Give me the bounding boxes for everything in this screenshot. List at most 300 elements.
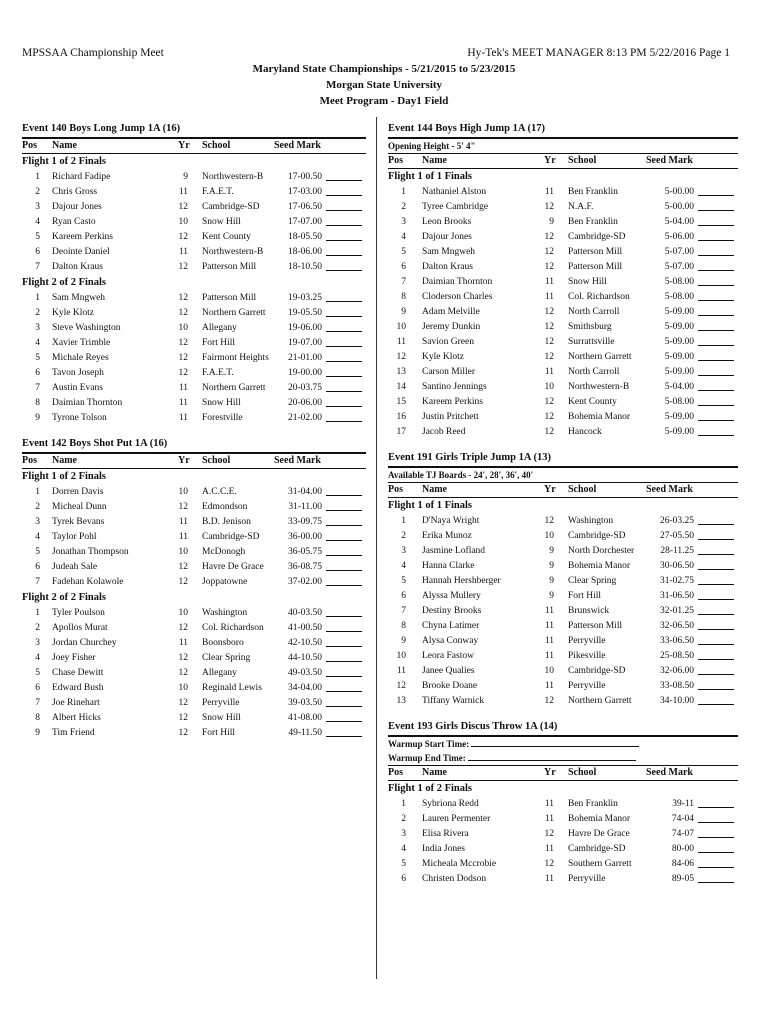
row-seed-mark: 84-06 bbox=[671, 859, 694, 869]
result-entry-blank[interactable] bbox=[326, 411, 362, 422]
table-row bbox=[22, 306, 366, 321]
row-seed-mark: 5-07.00 bbox=[664, 262, 694, 272]
row-name: Joe Rinehart bbox=[52, 698, 100, 708]
result-entry-blank[interactable] bbox=[698, 842, 734, 853]
row-pos: 5 bbox=[401, 859, 406, 869]
row-yr: 12 bbox=[178, 368, 188, 378]
row-school: Washington bbox=[568, 516, 614, 526]
result-entry-blank[interactable] bbox=[326, 170, 362, 181]
header-pos: Pos bbox=[388, 484, 403, 495]
row-pos: 3 bbox=[35, 517, 40, 527]
right-column bbox=[388, 121, 738, 887]
row-school: Fort Hill bbox=[568, 591, 601, 601]
table-row bbox=[22, 726, 366, 741]
row-name: Tyree Cambridge bbox=[422, 202, 489, 212]
result-entry-blank[interactable] bbox=[326, 575, 362, 586]
row-school: Patterson Mill bbox=[202, 293, 257, 303]
row-seed-mark: 21-01.00 bbox=[287, 353, 322, 363]
row-yr: 12 bbox=[544, 307, 554, 317]
result-entry-blank[interactable] bbox=[326, 381, 362, 392]
result-entry-blank[interactable] bbox=[698, 812, 734, 823]
row-yr: 12 bbox=[544, 232, 554, 242]
table-row bbox=[388, 559, 738, 574]
row-yr: 12 bbox=[544, 262, 554, 272]
table-row bbox=[22, 381, 366, 396]
result-entry-blank[interactable] bbox=[698, 514, 734, 525]
row-school: Northwestern-B bbox=[202, 172, 264, 182]
row-name: Leon Brooks bbox=[422, 217, 472, 227]
table-row bbox=[388, 425, 738, 440]
row-school: N.A.F. bbox=[568, 202, 594, 212]
row-yr: 12 bbox=[178, 232, 188, 242]
table-row bbox=[22, 575, 366, 590]
result-entry-blank[interactable] bbox=[326, 500, 362, 511]
table-row bbox=[388, 335, 738, 350]
row-yr: 12 bbox=[178, 698, 188, 708]
row-pos: 5 bbox=[35, 547, 40, 557]
row-name: Kareem Perkins bbox=[422, 397, 483, 407]
result-entry-blank[interactable] bbox=[326, 560, 362, 571]
header-seed-mark: Seed Mark bbox=[274, 140, 321, 151]
result-entry-blank[interactable] bbox=[698, 365, 734, 376]
program-title: Meet Program - Day1 Field bbox=[319, 95, 449, 107]
result-entry-blank[interactable] bbox=[698, 857, 734, 868]
table-row bbox=[22, 215, 366, 230]
header-seed-mark: Seed Mark bbox=[646, 484, 693, 495]
result-entry-blank[interactable] bbox=[326, 711, 362, 722]
table-row bbox=[388, 574, 738, 589]
row-name: Xavier Trimble bbox=[52, 338, 111, 348]
event-note bbox=[388, 751, 738, 765]
table-row bbox=[22, 260, 366, 275]
row-school: Col. Richardson bbox=[202, 623, 264, 633]
row-school: Havre De Grace bbox=[568, 829, 630, 839]
row-yr: 9 bbox=[549, 591, 554, 601]
result-entry-blank[interactable] bbox=[326, 621, 362, 632]
result-entry-blank[interactable] bbox=[698, 634, 734, 645]
row-name: Daimian Thornton bbox=[422, 277, 493, 287]
result-entry-blank[interactable] bbox=[698, 604, 734, 615]
row-yr: 12 bbox=[178, 728, 188, 738]
row-name: Kyle Klotz bbox=[52, 308, 94, 318]
result-entry-blank[interactable] bbox=[698, 245, 734, 256]
row-yr: 11 bbox=[544, 292, 554, 302]
header-school: School bbox=[202, 140, 231, 151]
row-yr: 12 bbox=[178, 668, 188, 678]
row-seed-mark: 17-07.00 bbox=[287, 217, 322, 227]
row-yr: 12 bbox=[544, 247, 554, 257]
row-school: Snow Hill bbox=[568, 277, 607, 287]
row-seed-mark: 36-05.75 bbox=[287, 547, 322, 557]
row-pos: 8 bbox=[35, 398, 40, 408]
result-entry-blank[interactable] bbox=[698, 380, 734, 391]
table-row bbox=[22, 170, 366, 185]
row-name: Cloderson Charles bbox=[422, 292, 493, 302]
row-name: Dalton Kraus bbox=[52, 262, 103, 272]
table-row bbox=[388, 245, 738, 260]
row-yr: 12 bbox=[544, 337, 554, 347]
row-seed-mark: 74-04 bbox=[671, 814, 694, 824]
row-name: Daimian Thornton bbox=[52, 398, 123, 408]
row-pos: 1 bbox=[35, 172, 40, 182]
event-title: Event 193 Girls Discus Throw 1A (14) bbox=[388, 721, 558, 732]
row-name: Dalton Kraus bbox=[422, 262, 473, 272]
event-note-text: Available TJ Boards - 24', 28', 36', 40' bbox=[388, 470, 534, 480]
row-seed-mark: 39-11 bbox=[672, 799, 694, 809]
row-school: Fort Hill bbox=[202, 728, 235, 738]
result-entry-blank[interactable] bbox=[326, 291, 362, 302]
venue-title: Morgan State University bbox=[325, 79, 443, 91]
row-school: Patterson Mill bbox=[568, 621, 623, 631]
row-yr: 11 bbox=[178, 638, 188, 648]
row-seed-mark: 21-02.00 bbox=[287, 413, 322, 423]
row-seed-mark: 18-06.00 bbox=[287, 247, 322, 257]
result-entry-blank[interactable] bbox=[326, 321, 362, 332]
row-pos: 12 bbox=[396, 681, 406, 691]
column-header bbox=[388, 482, 738, 498]
result-entry-blank[interactable] bbox=[698, 350, 734, 361]
result-entry-blank[interactable] bbox=[698, 395, 734, 406]
row-yr: 11 bbox=[544, 874, 554, 884]
row-pos: 1 bbox=[35, 608, 40, 618]
header-name: Name bbox=[52, 455, 77, 466]
row-seed-mark: 26-03.25 bbox=[659, 516, 694, 526]
row-seed-mark: 33-08.50 bbox=[659, 681, 694, 691]
row-name: Dajour Jones bbox=[422, 232, 472, 242]
table-row bbox=[22, 366, 366, 381]
row-seed-mark: 41-08.00 bbox=[287, 713, 322, 723]
header-name: Name bbox=[422, 767, 447, 778]
row-seed-mark: 42-10.50 bbox=[287, 638, 322, 648]
result-entry-blank[interactable] bbox=[698, 694, 734, 705]
row-pos: 7 bbox=[401, 277, 406, 287]
row-pos: 4 bbox=[35, 532, 40, 542]
row-seed-mark: 5-09.00 bbox=[664, 307, 694, 317]
table-row bbox=[388, 365, 738, 380]
event-note bbox=[388, 466, 738, 482]
row-school: Cambridge-SD bbox=[568, 666, 626, 676]
result-entry-blank[interactable] bbox=[326, 185, 362, 196]
row-yr: 11 bbox=[544, 621, 554, 631]
row-seed-mark: 33-09.75 bbox=[287, 517, 322, 527]
table-row bbox=[388, 649, 738, 664]
row-school: Joppatowne bbox=[202, 577, 248, 587]
result-entry-blank[interactable] bbox=[698, 200, 734, 211]
row-name: Tyrek Bevans bbox=[52, 517, 105, 527]
table-row bbox=[22, 411, 366, 426]
row-yr: 12 bbox=[178, 562, 188, 572]
row-school: Hancock bbox=[568, 427, 602, 437]
result-entry-blank[interactable] bbox=[698, 559, 734, 570]
championship-title: Maryland State Championships - 5/21/2015 to 5/23/2015 bbox=[252, 63, 516, 75]
result-entry-blank[interactable] bbox=[326, 260, 362, 271]
row-pos: 11 bbox=[396, 337, 406, 347]
result-entry-blank[interactable] bbox=[326, 306, 362, 317]
row-pos: 3 bbox=[401, 829, 406, 839]
table-row bbox=[388, 857, 738, 872]
row-seed-mark: 32-01.25 bbox=[659, 606, 694, 616]
table-row bbox=[22, 696, 366, 711]
row-pos: 1 bbox=[401, 799, 406, 809]
flight-label: Flight 1 of 1 Finals bbox=[388, 500, 473, 511]
result-entry-blank[interactable] bbox=[698, 260, 734, 271]
result-entry-blank[interactable] bbox=[326, 545, 362, 556]
result-entry-blank[interactable] bbox=[326, 606, 362, 617]
row-seed-mark: 49-11.50 bbox=[288, 728, 322, 738]
row-seed-mark: 17-06.50 bbox=[287, 202, 322, 212]
row-school: A.C.C.E. bbox=[202, 487, 237, 497]
row-school: Patterson Mill bbox=[568, 247, 623, 257]
result-entry-blank[interactable] bbox=[326, 681, 362, 692]
result-entry-blank[interactable] bbox=[326, 230, 362, 241]
result-entry-blank[interactable] bbox=[698, 410, 734, 421]
table-row bbox=[388, 380, 738, 395]
row-yr: 11 bbox=[544, 681, 554, 691]
result-entry-blank[interactable] bbox=[698, 230, 734, 241]
row-name: India Jones bbox=[422, 844, 466, 854]
result-entry-blank[interactable] bbox=[326, 515, 362, 526]
flight-label: Flight 2 of 2 Finals bbox=[22, 277, 107, 288]
row-pos: 3 bbox=[35, 323, 40, 333]
row-pos: 15 bbox=[396, 397, 406, 407]
row-pos: 5 bbox=[401, 576, 406, 586]
table-row bbox=[388, 290, 738, 305]
row-school: Northwestern-B bbox=[568, 382, 630, 392]
row-school: McDonogh bbox=[202, 547, 246, 557]
row-yr: 10 bbox=[178, 683, 188, 693]
result-entry-blank[interactable] bbox=[698, 529, 734, 540]
header-name: Name bbox=[52, 140, 77, 151]
row-yr: 10 bbox=[178, 608, 188, 618]
row-seed-mark: 20-03.75 bbox=[287, 383, 322, 393]
row-seed-mark: 28-11.25 bbox=[660, 546, 694, 556]
row-seed-mark: 18-10.50 bbox=[287, 262, 322, 272]
result-entry-blank[interactable] bbox=[326, 396, 362, 407]
result-entry-blank[interactable] bbox=[326, 336, 362, 347]
result-entry-blank[interactable] bbox=[698, 185, 734, 196]
row-school: Northwestern-B bbox=[202, 247, 264, 257]
table-row bbox=[22, 230, 366, 245]
result-entry-blank[interactable] bbox=[326, 485, 362, 496]
result-entry-blank[interactable] bbox=[326, 200, 362, 211]
row-school: Northern Garrett bbox=[202, 383, 266, 393]
row-pos: 10 bbox=[396, 322, 406, 332]
row-name: Edward Bush bbox=[52, 683, 104, 693]
row-name: Steve Washington bbox=[52, 323, 121, 333]
result-entry-blank[interactable] bbox=[698, 797, 734, 808]
row-yr: 12 bbox=[178, 653, 188, 663]
header-pos: Pos bbox=[388, 767, 403, 778]
result-entry-blank[interactable] bbox=[698, 574, 734, 585]
row-seed-mark: 34-04.00 bbox=[287, 683, 322, 693]
row-pos: 3 bbox=[401, 217, 406, 227]
row-seed-mark: 74-07 bbox=[671, 829, 694, 839]
row-seed-mark: 5-09.00 bbox=[664, 412, 694, 422]
row-school: Perryville bbox=[568, 874, 606, 884]
table-row bbox=[388, 872, 738, 887]
row-yr: 10 bbox=[178, 217, 188, 227]
row-school: Col. Richardson bbox=[568, 292, 630, 302]
table-row bbox=[22, 515, 366, 530]
result-entry-blank[interactable] bbox=[698, 305, 734, 316]
row-pos: 14 bbox=[396, 382, 406, 392]
row-school: Cambridge-SD bbox=[202, 202, 260, 212]
row-name: Joey Fisher bbox=[52, 653, 96, 663]
row-name: Janee Qualies bbox=[422, 666, 475, 676]
row-yr: 12 bbox=[178, 623, 188, 633]
row-name: Santino Jennings bbox=[422, 382, 487, 392]
row-school: F.A.E.T. bbox=[202, 187, 234, 197]
result-entry-blank[interactable] bbox=[698, 872, 734, 883]
result-entry-blank[interactable] bbox=[698, 679, 734, 690]
result-entry-blank[interactable] bbox=[698, 589, 734, 600]
time-entry-blank[interactable] bbox=[468, 751, 636, 761]
table-row bbox=[22, 396, 366, 411]
row-school: Bohemia Manor bbox=[568, 814, 631, 824]
table-row bbox=[22, 636, 366, 651]
row-school: Patterson Mill bbox=[568, 262, 623, 272]
column-header bbox=[388, 153, 738, 169]
table-row bbox=[22, 245, 366, 260]
table-row bbox=[22, 485, 366, 500]
table-row bbox=[388, 812, 738, 827]
header-pos: Pos bbox=[22, 455, 37, 466]
row-seed-mark: 44-10.50 bbox=[287, 653, 322, 663]
row-seed-mark: 32-06.50 bbox=[659, 621, 694, 631]
row-seed-mark: 5-08.00 bbox=[664, 277, 694, 287]
result-entry-blank[interactable] bbox=[698, 619, 734, 630]
result-entry-blank[interactable] bbox=[326, 530, 362, 541]
row-yr: 12 bbox=[544, 829, 554, 839]
row-seed-mark: 19-06.00 bbox=[287, 323, 322, 333]
row-pos: 10 bbox=[396, 651, 406, 661]
row-name: Savion Green bbox=[422, 337, 474, 347]
row-school: Fairmont Heights bbox=[202, 353, 269, 363]
result-entry-blank[interactable] bbox=[326, 636, 362, 647]
time-entry-blank[interactable] bbox=[471, 737, 639, 747]
row-yr: 11 bbox=[178, 187, 188, 197]
row-seed-mark: 5-09.00 bbox=[664, 352, 694, 362]
row-name: Chris Gross bbox=[52, 187, 98, 197]
header-seed-mark: Seed Mark bbox=[646, 767, 693, 778]
result-entry-blank[interactable] bbox=[326, 651, 362, 662]
table-row bbox=[22, 711, 366, 726]
row-yr: 11 bbox=[178, 247, 188, 257]
row-pos: 6 bbox=[35, 562, 40, 572]
result-entry-blank[interactable] bbox=[326, 696, 362, 707]
row-seed-mark: 36-08.75 bbox=[287, 562, 322, 572]
result-entry-blank[interactable] bbox=[698, 290, 734, 301]
column-header bbox=[22, 137, 366, 154]
result-entry-blank[interactable] bbox=[698, 275, 734, 286]
table-row bbox=[388, 350, 738, 365]
row-name: Jonathan Thompson bbox=[52, 547, 129, 557]
result-entry-blank[interactable] bbox=[698, 215, 734, 226]
result-entry-blank[interactable] bbox=[698, 335, 734, 346]
result-entry-blank[interactable] bbox=[326, 351, 362, 362]
header-pos: Pos bbox=[388, 155, 403, 166]
row-pos: 4 bbox=[35, 217, 40, 227]
row-pos: 5 bbox=[35, 668, 40, 678]
row-school: Cambridge-SD bbox=[568, 232, 626, 242]
result-entry-blank[interactable] bbox=[326, 366, 362, 377]
row-pos: 2 bbox=[401, 531, 406, 541]
result-entry-blank[interactable] bbox=[698, 425, 734, 436]
row-school: Brunswick bbox=[568, 606, 610, 616]
row-pos: 6 bbox=[35, 247, 40, 257]
row-name: Tim Friend bbox=[52, 728, 95, 738]
row-yr: 12 bbox=[544, 397, 554, 407]
result-entry-blank[interactable] bbox=[698, 827, 734, 838]
row-yr: 11 bbox=[544, 277, 554, 287]
row-name: Sam Mngweh bbox=[52, 293, 106, 303]
row-yr: 12 bbox=[178, 713, 188, 723]
row-name: Alyssa Mullery bbox=[422, 591, 481, 601]
flight-label: Flight 2 of 2 Finals bbox=[22, 592, 107, 603]
event-note-text: Warmup Start Time: bbox=[388, 739, 470, 749]
event-title: Event 140 Boys Long Jump 1A (16) bbox=[22, 123, 181, 134]
result-entry-blank[interactable] bbox=[326, 215, 362, 226]
row-school: Surrattsville bbox=[568, 337, 615, 347]
result-entry-blank[interactable] bbox=[698, 320, 734, 331]
row-pos: 9 bbox=[35, 728, 40, 738]
row-yr: 10 bbox=[544, 666, 554, 676]
row-name: Deointe Daniel bbox=[52, 247, 110, 257]
row-seed-mark: 32-06.00 bbox=[659, 666, 694, 676]
result-entry-blank[interactable] bbox=[326, 726, 362, 737]
result-entry-blank[interactable] bbox=[698, 544, 734, 555]
row-yr: 12 bbox=[544, 412, 554, 422]
row-name: Jasmine Lofland bbox=[422, 546, 486, 556]
row-name: Sam Mngweh bbox=[422, 247, 476, 257]
row-school: B.D. Jenison bbox=[202, 517, 251, 527]
header-school: School bbox=[568, 484, 597, 495]
flight-label: Flight 1 of 2 Finals bbox=[22, 156, 107, 167]
row-name: Michale Reyes bbox=[52, 353, 109, 363]
row-pos: 7 bbox=[35, 698, 40, 708]
row-seed-mark: 19-03.25 bbox=[287, 293, 322, 303]
row-pos: 7 bbox=[35, 383, 40, 393]
result-entry-blank[interactable] bbox=[326, 666, 362, 677]
row-seed-mark: 17-03.00 bbox=[287, 187, 322, 197]
row-seed-mark: 5-09.00 bbox=[664, 322, 694, 332]
row-name: Leora Fastow bbox=[422, 651, 474, 661]
event-note-text: Opening Height - 5' 4" bbox=[388, 141, 476, 151]
result-entry-blank[interactable] bbox=[698, 649, 734, 660]
table-row bbox=[22, 200, 366, 215]
row-school: Kent County bbox=[568, 397, 617, 407]
row-name: Apollos Murat bbox=[52, 623, 108, 633]
row-name: Dajour Jones bbox=[52, 202, 102, 212]
row-seed-mark: 31-02.75 bbox=[659, 576, 694, 586]
header-school: School bbox=[202, 455, 231, 466]
row-seed-mark: 49-03.50 bbox=[287, 668, 322, 678]
row-school: Northern Garrett bbox=[568, 696, 632, 706]
row-name: Adam Melville bbox=[422, 307, 480, 317]
row-yr: 9 bbox=[549, 546, 554, 556]
header-yr: Yr bbox=[178, 455, 190, 466]
row-school: Ben Franklin bbox=[568, 187, 618, 197]
row-pos: 13 bbox=[396, 696, 406, 706]
result-entry-blank[interactable] bbox=[698, 664, 734, 675]
result-entry-blank[interactable] bbox=[326, 245, 362, 256]
table-row bbox=[22, 185, 366, 200]
row-name: Tavon Joseph bbox=[52, 368, 104, 378]
row-school: Snow Hill bbox=[202, 217, 241, 227]
table-row bbox=[22, 530, 366, 545]
row-school: Snow Hill bbox=[202, 713, 241, 723]
row-pos: 7 bbox=[35, 262, 40, 272]
